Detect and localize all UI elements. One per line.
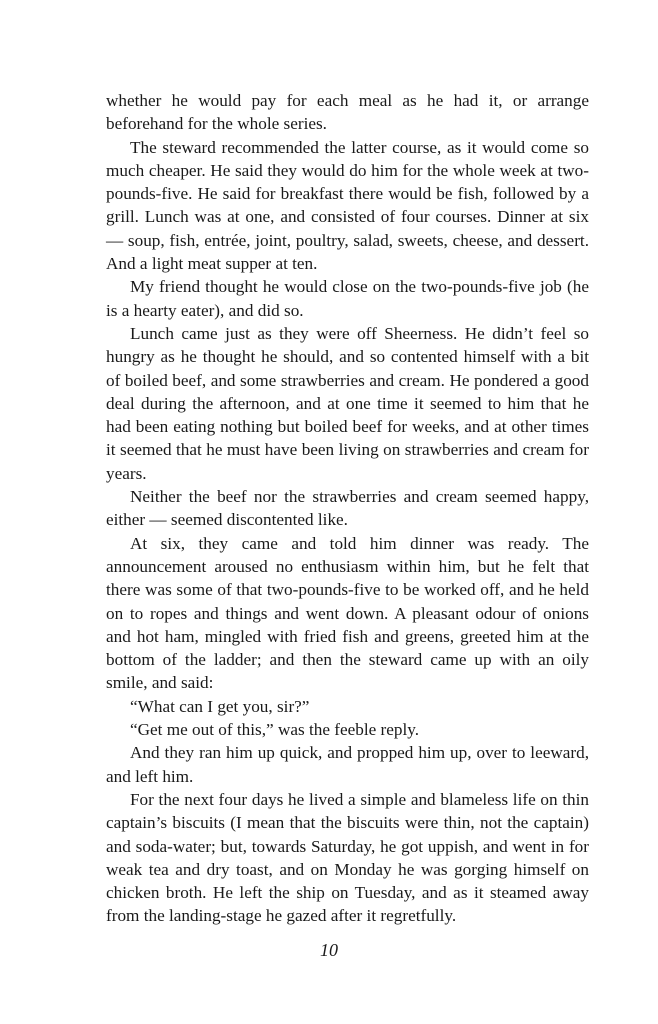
page-number: 10 <box>320 940 338 960</box>
paragraph: “Get me out of this,” was the feeble reply. <box>130 720 420 740</box>
paragraph: For the next four days he lived a simple and blameless life on thin captain’s biscuits (I mean that the biscuits were thin, not the captain) and soda-water; but, towards Saturday, he got uppish, and went in for weak tea and dry toast, and on Monday he was gorging himself on chicken broth. He left the ship on Tuesday, and as it steamed away from the landing-stage he gazed after it regretfully. <box>106 789 589 926</box>
paragraph: Lunch came just as they were off Sheerness. He didn’t feel so hungry as he thought he should, and so contented himself with a bit of boiled beef, and some strawberries and cream. He pondered a good deal during the afternoon, and at one time it seemed to him that he had been eating nothing but boiled beef for weeks, and at other times it seemed that he must have been living on strawberries and cream for years. <box>106 323 589 483</box>
body-text <box>106 89 589 928</box>
paragraph: The steward recommended the latter course, as it would come so much cheaper. He said they would do him for the whole week at two-pounds-five. He said for breakfast there would be fish, followed by a grill. Lunch was at one, and consisted of four courses. Dinner at six — soup, fish, entrée, joint, poultry, salad, sweets, cheese, and dessert. And a light meat supper at ten. <box>106 137 589 274</box>
paragraph: Neither the beef nor the strawberries and cream seemed happy, either — seemed discontented like. <box>106 487 589 530</box>
paragraph: And they ran him up quick, and propped him up, over to leeward, and left him. <box>106 743 589 786</box>
paragraph: My friend thought he would close on the two-pounds-five job (he is a hearty eater), and did so. <box>106 277 589 320</box>
paragraph: whether he would pay for each meal as he had it, or arrange beforehand for the whole series. <box>106 91 589 134</box>
paragraph: At six, they came and told him dinner was ready. The announcement aroused no enthusiasm within him, but he felt that there was some of that two-pounds-five to be worked off, and he held on to ropes and things and went down. A pleasant odour of onions and hot ham, mingled with fried fish and greens, greeted him at the bottom of the ladder; and then the steward came up with an oily smile, and said: <box>106 533 589 693</box>
paragraph: “What can I get you, sir?” <box>130 696 310 716</box>
